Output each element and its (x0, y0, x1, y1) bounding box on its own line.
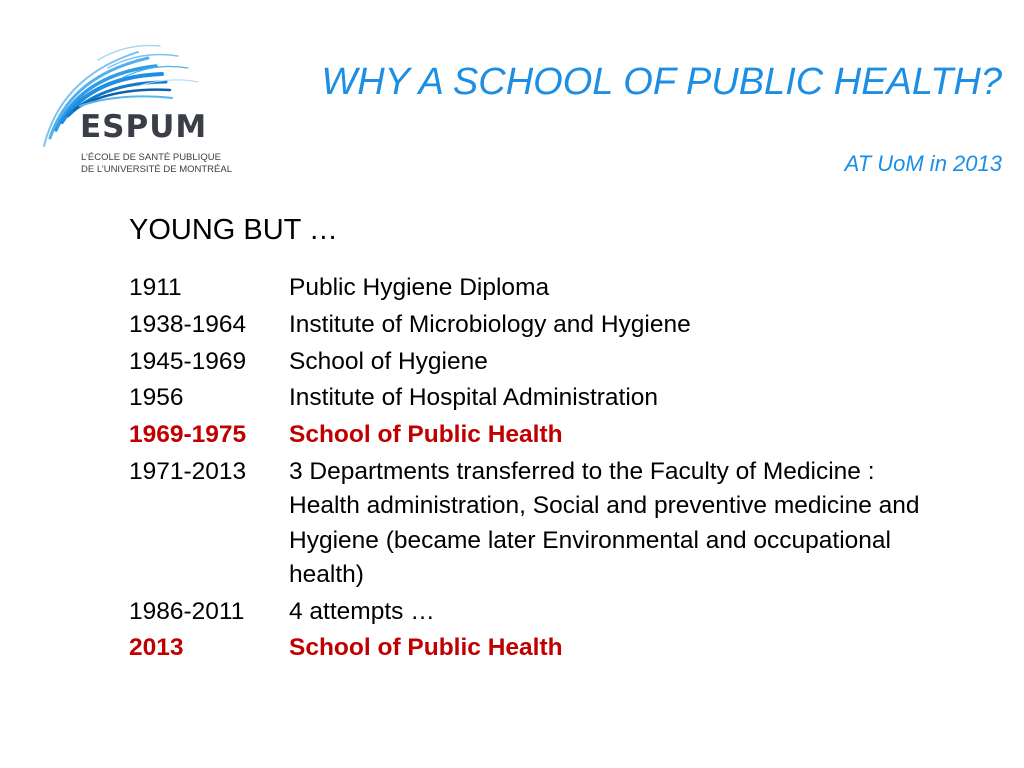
timeline-text: 4 attempts … (289, 597, 435, 625)
logo-subtitle-line-2: DE L’UNIVERSITÉ DE MONTRÉAL (81, 163, 232, 175)
timeline-row (129, 308, 929, 342)
timeline-year: 1945-1969 (129, 347, 247, 375)
timeline-list (129, 271, 929, 668)
timeline-year: 1971-2013 (129, 457, 247, 485)
timeline-year: 1969-1975 (129, 421, 247, 449)
timeline-text: Institute of Microbiology and Hygiene (289, 310, 691, 338)
timeline-year: 1986-2011 (129, 597, 245, 625)
timeline-year: 1938-1964 (129, 310, 247, 338)
section-heading: YOUNG BUT … (129, 214, 338, 246)
timeline-row (129, 271, 929, 305)
timeline-row-highlight (129, 631, 929, 665)
logo-name: ESPUM (80, 109, 208, 145)
timeline-year: 2013 (129, 634, 184, 662)
timeline-row (129, 381, 929, 415)
slide-subtitle: AT UoM in 2013 (844, 151, 1002, 176)
timeline-row-highlight (129, 418, 929, 452)
timeline-text: School of Public Health (289, 634, 563, 662)
timeline-row (129, 455, 929, 592)
logo-subtitle (81, 152, 232, 175)
timeline-text: 3 Departments transferred to the Faculty of Medicine : Health administration, Social and preventive medicine and Hygiene (became later Environmental and occupational health) (289, 457, 920, 588)
timeline-year: 1911 (129, 274, 182, 301)
timeline-text: School of Public Health (289, 421, 563, 449)
timeline-text: Institute of Hospital Administration (289, 384, 659, 412)
timeline-year: 1956 (129, 384, 184, 412)
timeline-row (129, 345, 929, 379)
timeline-text: School of Hygiene (289, 347, 488, 375)
espum-logo (38, 38, 248, 183)
slide-title: WHY A SCHOOL OF PUBLIC HEALTH? (321, 61, 1002, 103)
timeline-text: Public Hygiene Diploma (289, 274, 550, 301)
logo-subtitle-line-1: L’ÉCOLE DE SANTÉ PUBLIQUE (81, 152, 221, 163)
timeline-row (129, 595, 929, 629)
